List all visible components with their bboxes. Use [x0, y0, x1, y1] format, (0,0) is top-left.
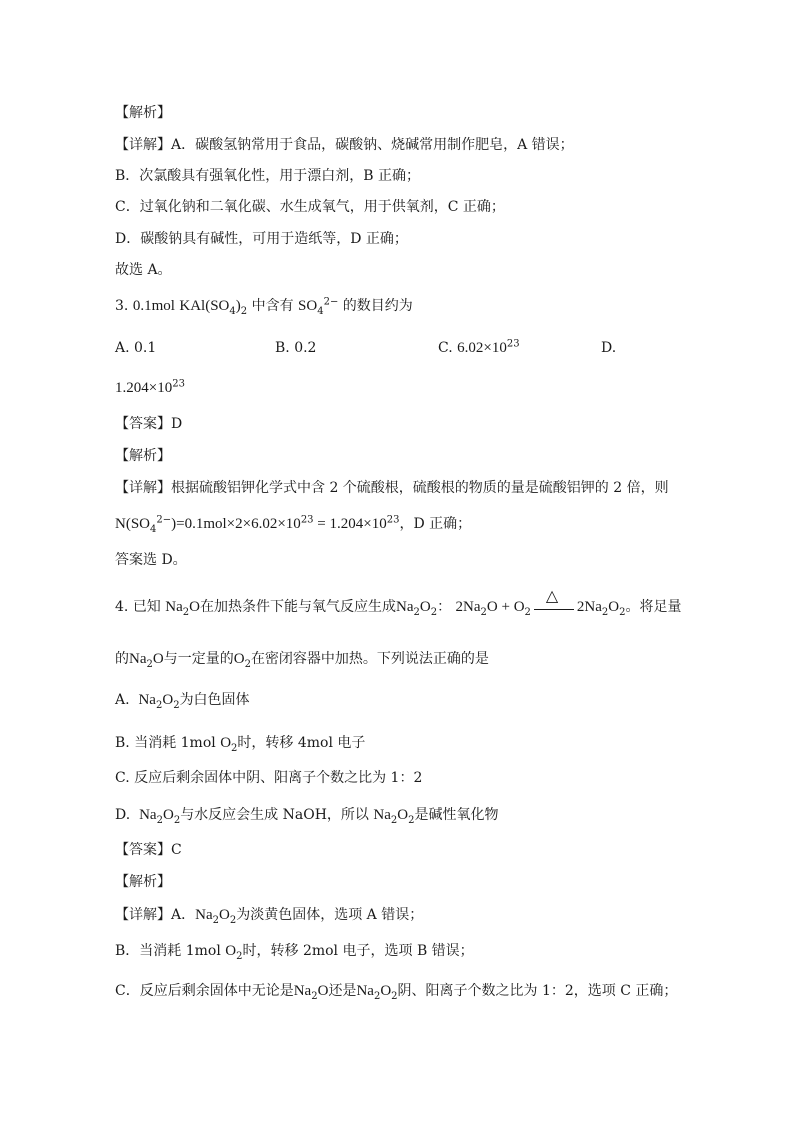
q2-analysis-tag: 【解析】 — [115, 105, 171, 121]
q4-answer: 【答案】C — [115, 842, 182, 858]
q4-detail-a: 【详解】A．$Na_2O_2$为淡黄色固体，选项 A 错误； — [115, 907, 424, 926]
q4-reaction-equation: $2Na_2O + O_2$ △ $2Na_2O_2$ — [455, 585, 626, 618]
q3-calculation: $N(SO_4^{2-})=0.1mol\times 2\times 6.02\times 10^{23} = 1.204\times 10^{23}$，D 正确； — [115, 514, 472, 535]
q2-detail-d: D．碳酸钠具有碱性，可用于造纸等，D 正确； — [115, 231, 408, 247]
heat-delta-symbol: △ — [545, 585, 559, 605]
q3-options — [115, 338, 695, 360]
q3-option-d-value: $1.204\times 10^{23}$ — [115, 378, 185, 396]
q3-option-c: C. $6.02\times 10^{23}$ — [438, 338, 520, 356]
q4-option-c: C. 反应后剩余固体中阴、阳离子个数之比为 1：2 — [115, 770, 423, 786]
q2-detail-a: 【详解】A．碳酸氢钠常用于食品，碳酸钠、烧碱常用制作肥皂，A 错误； — [115, 137, 574, 153]
q3-option-d-label: D. — [601, 340, 617, 356]
q3-analysis-tag: 【解析】 — [115, 448, 171, 464]
q4-option-d: D. $Na_2O_2$与水反应会生成 NaOH，所以 $Na_2O_2$是碱性氧化物 — [115, 807, 499, 826]
q4-stem-line2: 的$Na_2O$与一定量的$O_2$在密闭容器中加热。下列说法正确的是 — [115, 651, 489, 670]
q2-detail-b: B．次氯酸具有强氧化性，用于漂白剂，B 正确； — [115, 168, 421, 184]
q2-conclusion: 故选 A。 — [115, 262, 172, 278]
q4-detail-b: B．当消耗 1mol $O_2$时，转移 2mol 电子，选项 B 错误； — [115, 943, 474, 962]
q3-detail-text: 【详解】根据硫酸铝钾化学式中含 2 个硫酸根，硫酸根的物质的量是硫酸铝钾的 2 倍，则 — [115, 480, 669, 496]
q3-stem: 3. 0.1mol $KAl(SO_4)_2$ 中含有 $SO_4^{2-}$ 的数目约为 — [115, 296, 413, 317]
q3-option-b: B. 0.2 — [275, 340, 317, 356]
q3-conclusion: 答案选 D。 — [115, 552, 187, 568]
q3-option-a: A. 0.1 — [115, 340, 157, 356]
q4-option-a: A. $Na_2O_2$为白色固体 — [115, 692, 250, 711]
reaction-arrow-line — [534, 585, 574, 610]
q3-answer: 【答案】D — [115, 416, 183, 432]
q4-detail-c: C．反应后剩余固体中无论是$Na_2O$还是$Na_2O_2$阴、阳离子个数之比为 1：2，选项 C 正确； — [115, 983, 678, 1002]
q4-analysis-tag: 【解析】 — [115, 874, 171, 890]
q4-stem-line1: 4. 已知 $Na_2O$在加热条件下能与氧气反应生成$Na_2O_2$： $2Na_2O + O_2$ △ $2Na_2O_2$。将足量 — [115, 585, 682, 618]
q2-detail-c: C．过氧化钠和二氧化碳、水生成氧气，用于供氧剂，C 正确； — [115, 199, 505, 215]
q4-option-b: B. 当消耗 1mol $O_2$时，转移 4mol 电子 — [115, 735, 366, 754]
